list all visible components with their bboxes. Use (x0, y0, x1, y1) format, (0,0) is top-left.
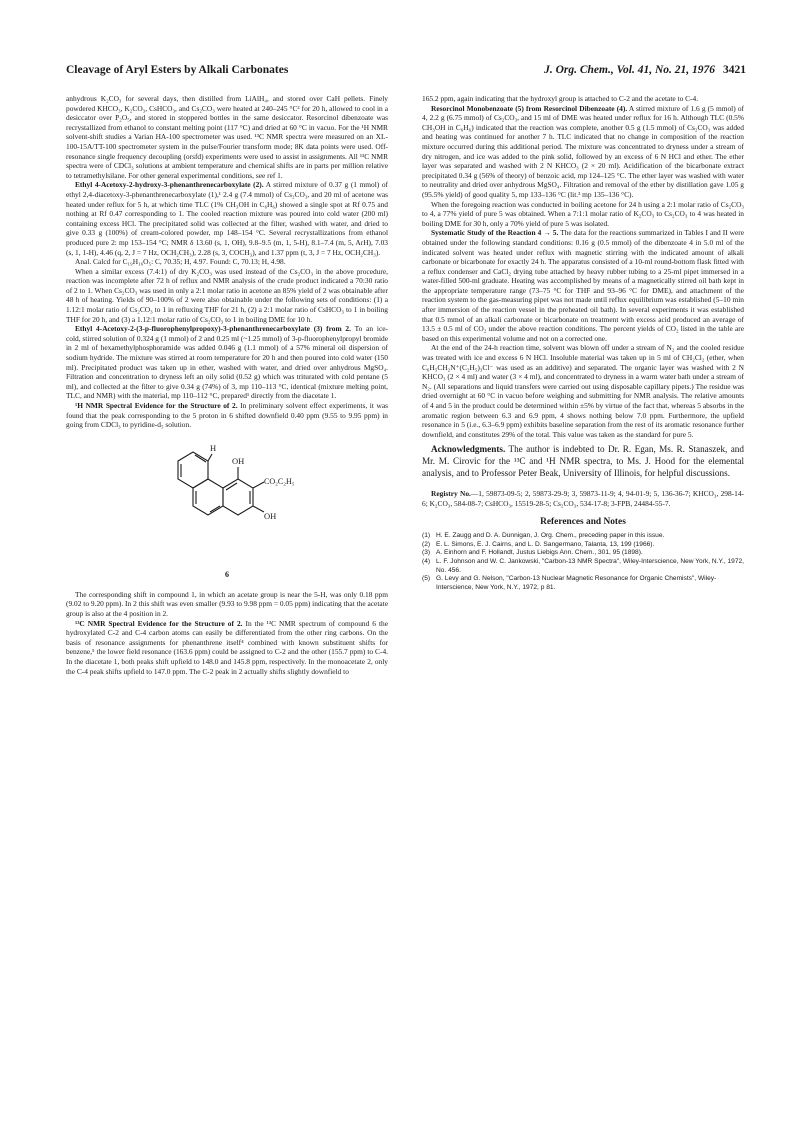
phenanthrene-structure-drawing (158, 434, 298, 570)
left-column (66, 94, 388, 676)
label-ester: CO₂C₂H₅ (264, 476, 295, 486)
reference-item (422, 575, 744, 592)
paragraph-conditions: When a similar excess (7.4:1) of dry K₂CO₃ was used instead of the Cs₂CO₃ in the above procedure, reaction was incomplete after 72 h of reflux and NMR analysis of the crude product indicated a 70:30 ratio of 2 to 1. When Cs₂CO₃ was used in only a 2:1 molar ratio in acetone an 85% yield of 2 was obtainable after 48 h of heating. Yields of 90–100% of 2 were also obtainable under the following sets of conditions: (1) a 1.12:1 molar ratio of Cs₂CO₃ to 1 in refluxing THF for 21 h, (2) a 2:1 molar ratio of CsHCO₃ to 1 in boiling THF for 20 h, and (3) a 1.12:1 molar ratio of Cs₂CO₃ to 1 in boiling DME for 10 h. (66, 266, 388, 324)
acknowledgments-heading: Acknowledgments. (431, 444, 506, 455)
paragraph-shift-comparison: The corresponding shift in compound 1, in which an acetate group is near the 5-H, was only 0.18 ppm (9.02 to 9.20 ppm). In 2 this shift was even smaller (9.93 to 9.98 ppm = 0.05 ppm) indicating that the acetate group is also at the 4 position in 2. (66, 589, 388, 618)
label-oh-bottom: OH (264, 510, 277, 521)
registry-numbers (422, 489, 744, 508)
paragraph-compound-5 (422, 104, 744, 200)
paragraph-acetone-variant: When the foregoing reaction was conducted in boiling acetone for 24 h using a 2:1 molar ratio of Cs₂CO₃ to 4, a 77% yield of pure 5 was obtained. When a 7:1:1 molar ratio of K₂CO₃ to Cs₂CO₃ to 4 was heated in boiling DME for 30 h, only a 70% yield of pure 5 was isolated. (422, 199, 744, 228)
reference-text: L. F. Johnson and W. C. Jankowski, "Carbon-13 NMR Spectra", Wiley-Interscience, New York, N.Y., 1972, No. 456. (436, 557, 745, 574)
paragraph-continued: 165.2 ppm, again indicating that the hydroxyl group is attached to C-2 and the acetate to C-4. (422, 94, 699, 103)
page-number: 3421 (723, 64, 746, 76)
figure-number: 6 (225, 569, 229, 579)
paragraph-text: A stirred mixture of 0.37 g (1 mmol) of ethyl 2,4-diacetoxy-3-phenanthrenecarboxylate (1),¹ 2.4 g (7.4 mmol) of Cs₂CO₃, and 20 ml of acetone was heated under reflux for 5 h, at which time TLC (1% CH₃OH in C₆H₆) showed a single spot at Rf 0.75 and nothing at Rf 0.47 corresponding to 1. The cooled reaction mixture was poured into cold water (200 ml) containing excess HCl. The precipitated solid was collected at the filter, washed with water, and dried to give 0.33 g (100%) of cream-colored powder, mp 148–154 °C. Several recrystallizations from ethanol produced pure 2: mp 153–154 °C; NMR δ 13.60 (s, 1, OH), 9.8–9.5 (m, 1, 5-H), 8.1–7.4 (m, 5, ArH), 7.03 (s, 1, 1-H), 4.46 (q, 2, J = 7 Hz, OCH₂CH₃), 2.28 (s, 3, COCH₃), and 1.37 ppm (t, 3, J = 7 Hz, OCH₂CH₃). (66, 180, 388, 257)
reference-number: (2) (422, 540, 431, 548)
reference-item (422, 549, 744, 558)
reference-text: H. E. Zaugg and D. A. Dunnigan, J. Org. Chem., preceding paper in this issue. (436, 532, 665, 540)
paragraph-systematic-study (422, 228, 744, 343)
reference-text: G. Levy and G. Nelson, "Carbon-13 Nuclear Magnetic Resonance for Organic Chemists", Wiley-Interscience, New York, N.Y., 1972, p 81. (436, 575, 717, 591)
registry-text: —1, 59873-09-5; 2, 59873-29-9; 3, 59873-11-9; 4, 94-01-9; 5, 136-36-7; KHCO₃, 298-14-6; K₂CO₃, 584-08-7; CsHCO₃, 15519-28-5; Cs₂CO₃, 534-17-8; 3-FPB, 24484-55-7. (422, 489, 744, 508)
section-heading-compound-2: Ethyl 4-Acetoxy-2-hydroxy-3-phenanthrenecarboxylate (2). (75, 180, 264, 190)
journal-citation (544, 64, 746, 76)
section-heading-systematic-study: Systematic Study of the Reaction 4 → 5. (431, 228, 559, 238)
paragraph-text: In the ¹³C NMR spectrum of compound 6 the hydroxylated C-2 and C-4 carbon atoms can easily be differentiated from the other ring carbons. On the basis of resonance assignments for phenanthrene itself⁴ combined with known substituent shifts for benzene,⁵ the lower field resonance (163.6 ppm) could be assigned to C-2 and the other (155.7 ppm) to C-4. In the diacetate 1, both peaks shift upfield to 148.0 and 145.8 ppm, respectively. In the monoacetate 2, only the C-4 peak shifts upfield to 147.0 ppm. The C-2 peak in 2 actually shifts slightly downfield to (66, 618, 388, 676)
paragraph-text: In preliminary solvent effect experiments, it was found that the peak corresponding to the 5 proton in 6 shifted downfield 0.40 ppm (9.55 to 9.95 ppm) in going from CDCl₃ to pyridine-d₅ solution. (66, 401, 388, 430)
right-column (422, 94, 744, 592)
references-list (422, 532, 744, 592)
page-header (66, 64, 746, 82)
reference-text: A. Einhorn and F. Hollandt, Justus Liebigs Ann. Chem., 301, 95 (1898). (436, 549, 643, 557)
label-oh-top: OH (232, 455, 245, 466)
paragraph-compound-2 (66, 180, 388, 257)
paragraph-experimental-general: anhydrous K₂CO₃ for several days, then distilled from LiAlH₄, and stored over CaH pellets. Finely powdered KHCO₃, K₂CO₃, CsHCO₃, and Cs₂CO₃ were heated at 240–245 °C² for 20 h, allowed to cool in a desiccator over P₂O₅, and stored in stoppered bottles in the same desiccator. Resorcinol dibenzoate was recrystallized from ethanol to constant melting point (117 °C) and dried at 60 °C in vacuo. For the ¹H NMR solvent-shift studies a Varian HA-100 spectrometer was used. ¹³C NMR spectra were measured on an XL-100-15A/TT-100 spectrometer system in the pulse/Fourier transform mode; 8K data points were used. Off-resonance single frequency decoupling (orsfd) experiments were used to assist in assignments. All ¹³C NMR spectra were of CDCl₃ solutions at ambient temperature and chemical shifts are in parts per million relative to tetramethylsilane. For other general experimental conditions, see ref 1. (66, 94, 388, 180)
acknowledgments-text: The author is indebted to Dr. R. Egan, Ms. R. Stanaszek, and Mr. M. Cirovic for the ¹³C and ¹H NMR spectra, to Ms. J. Hood for the elemental analysis, and to Professor Peter Beak, University of Illinois, for helpful discussions. (422, 444, 744, 479)
paragraph-text: To an ice-cold, stirred solution of 0.324 g (1 mmol) of 2 and 0.25 ml (~1.25 mmol) of 3-p-fluorophenylpropyl bromide in 2 ml of hexamethylphosphoramide was added 0.046 g (1.1 mmol) of a 57% mineral oil dispersion of sodium hydride. The mixture was stirred at room temperature for 20 h and then poured into cold water (150 ml). Precipitated product was taken up in ether, washed with water, and dried over anhydrous MgSO₄. Filtration and concentration to dryness left an oily solid (0.52 g) which was triturated with cold pentane (5 ml), and collected at the filter to give 0.34 g (74%) of 3, mp 110–113 °C, identical (mixture melting point, TLC, and NMR) with the material, mp 110–112 °C, prepared¹ directly from the diacetate 1. (66, 324, 388, 401)
paragraph-workup: At the end of the 24-h reaction time, solvent was blown off under a stream of N₂ and the cooled residue was treated with ice and excess 6 N HCl. Insoluble material was taken up in 5 ml of CH₂Cl₂ (ether, when C₆H₅CH₂N⁺(C₂H₅)₃Cl⁻ was used as an additive) and separated. The organic layer was washed with 2 N KHCO₃ (2 × 4 ml) and water (3 × 4 ml), and concentrated to dryness in a warm water bath under a stream of N₂. (All separations and liquid transfers were carried out using disposable capillary pipets.) The residue was dried overnight at 60 °C in vacuo before weighing and submitting for NMR analysis. The relative amounts of 4 and 5 in the product could be determined within ±5% by virtue of the fact that, whereas 5 absorbs in the aromatic region between 6.3 and 6.9 ppm, 4 shows nothing below 7.0 ppm. Furthermore, the upfield resonance in 5 (i.e., 6.3–6.9 ppm) exhibits baseline separation from the rest of its aromatic resonance further downfield, and constitutes 29% of the total. This value was taken as the standard for pure 5. (422, 343, 744, 439)
reference-number: (5) (422, 575, 431, 583)
paragraph-1h-nmr (66, 401, 388, 430)
reference-item (422, 532, 744, 541)
reference-item (422, 558, 744, 575)
paragraph-compound-3 (66, 324, 388, 401)
section-heading-1h-nmr: ¹H NMR Spectral Evidence for the Structure of 2. (75, 401, 238, 410)
references-title: References and Notes (540, 516, 626, 527)
registry-heading: Registry No. (431, 489, 471, 499)
journal-name: J. Org. Chem., Vol. 41, No. 21, 1976 (544, 64, 715, 76)
paragraph-analysis: Anal. Calcd for C₁₉H₁₆O₅: C, 70.35; H, 4.97. Found: C, 70.13; H, 4.98. (75, 257, 286, 267)
structure-figure-6 (66, 434, 388, 584)
reference-number: (1) (422, 532, 431, 540)
running-title: Cleavage of Aryl Esters by Alkali Carbonates (66, 64, 289, 76)
reference-number: (3) (422, 549, 431, 557)
paragraph-13c-nmr (66, 619, 388, 677)
paragraph-text: A stirred mixture of 1.6 g (5 mmol) of 4, 2.2 g (6.75 mmol) of Cs₂CO₃, and 15 ml of DME was heated under reflux for 16 h. Although TLC (0.5% CH₃OH in C₆H₆) indicated that the reaction was complete, another 0.5 g (1.5 mmol) of Cs₂CO₃ was added and heating was continued for another 7 h. TLC indicated that no change in composition of the reaction mixture occurred during this additional period. The mixture was concentrated to dryness under a stream of dry nitrogen, and ice was added to the pink solid, followed by an excess of 6 N HCl and ether. The ether layer was separated and washed with 2 N KHCO₃ (2 × 20 ml). Acidification of the bicarbonate extract precipitated 0.34 g (56% of theory) of benzoic acid, mp 124–125 °C. The ether layer was washed with water to neutrality and dried over anhydrous MgSO₄. Filtration and removal of the ether by distillation gave 1.05 g (95.5% yield) of good quality 5, mp 133–136 °C (lit.³ mp 135–136 °C). (422, 103, 744, 199)
reference-text: E. L. Simons, E. J. Cairns, and L. D. Sangermano, Talanta, 13, 199 (1966). (436, 540, 655, 548)
reference-number: (4) (422, 557, 431, 565)
label-h: H (210, 442, 217, 453)
section-heading-compound-3: Ethyl 4-Acetoxy-2-(3-p-fluorophenylpropoxy)-3-phenanthrenecarboxylate (3) from 2. (75, 324, 351, 334)
reference-item (422, 541, 744, 550)
paragraph-text: The data for the reactions summarized in Tables I and II were obtained under the following standard conditions: 0.16 g (0.5 mmol) of the dibenzoate 4 in 5.0 ml of the indicated solvent was heated under reflux with magnetic stirring with the indicated amount of alkali carbonate or bicarbonate for exactly 24 h. The apparatus consisted of a 10-ml round-bottom flask fitted with a reflux condenser and CaCl₂ drying tube attached by heavy rubber tubing to a 25-ml pipet immersed in a water-filled 500-ml graduate. Heating was accomplished by means of a magnetically stirred oil bath kept in the appropriate temperature range (73–75 °C for THF and 93–96 °C for DME), and attachment of the reaction system to the gas-measuring pipet was not made until reflux equilibrium was established (5–10 min after immersion of the reaction vessel in the preheated oil bath). In several experiments it was established that 0.5 mmol of an alkali carbonate or bicarbonate on treatment with excess acid produced an average of 13.5 ± 0.5 ml of CO₂ under the above reaction conditions. The percent yields of CO₂ listed in the table are based on this experimental volume and not on a corrected one. (422, 228, 745, 343)
section-heading-compound-5: Resorcinol Monobenzoate (5) from Resorcinol Dibenzoate (4). (431, 103, 628, 113)
acknowledgments (422, 443, 744, 479)
section-heading-13c-nmr: ¹³C NMR Spectral Evidence for the Structure of 2. (75, 618, 243, 628)
